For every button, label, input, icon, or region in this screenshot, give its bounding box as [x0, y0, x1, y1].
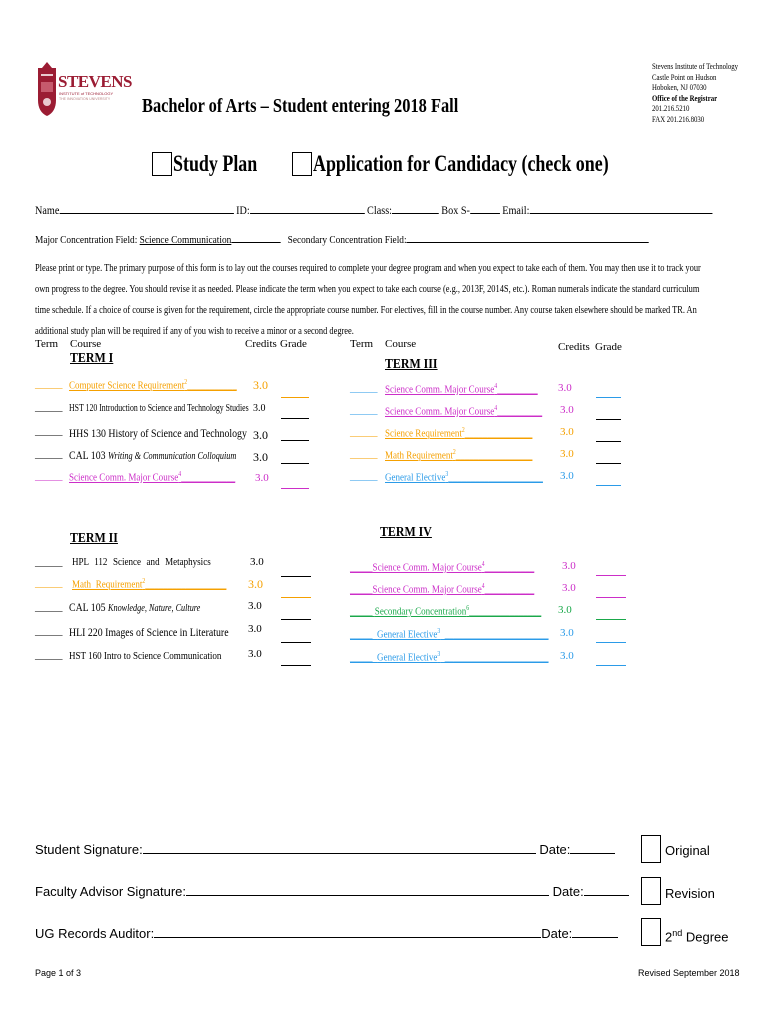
course-credits: 3.0: [558, 382, 572, 394]
course-name: HST 160 Intro to Science Communication: [69, 650, 222, 662]
instruction-line: time schedule. If a choice of course is given for the requirement, circle the appropriate course number. For electives, fill in the course number. Any course taken elsewhere should be marked TR. An: [35, 305, 697, 316]
secondary-label: Secondary Concentration Field:: [287, 234, 407, 246]
course-name: CAL 105 Knowledge, Nature, Culture: [69, 600, 201, 614]
grade-field[interactable]: [281, 642, 311, 643]
grade-field[interactable]: [596, 619, 626, 620]
student-signature-label: Student Signature:: [35, 842, 143, 857]
grade-field[interactable]: [596, 441, 621, 442]
date-label: Date:: [541, 926, 573, 941]
col-header-grade: Grade: [595, 341, 622, 353]
term-iv-title: TERM IV: [380, 525, 432, 540]
term-blank[interactable]: _____: [350, 382, 378, 394]
student-signature-field[interactable]: [143, 843, 536, 854]
address-line: Office of the Registrar: [652, 93, 718, 103]
student-signature-row: [35, 842, 615, 857]
grade-field[interactable]: [281, 619, 311, 620]
box-label: Box S-: [441, 203, 470, 217]
course-name: Math Requirement$^2$_________________: [385, 448, 533, 462]
course-credits: 3.0: [560, 650, 574, 662]
email-label: Email:: [502, 203, 530, 217]
application-checkbox[interactable]: [292, 152, 312, 176]
course-name: Science Comm. Major Course$^4$__________: [385, 404, 543, 418]
term-blank[interactable]: _____: [35, 425, 63, 437]
grade-field[interactable]: [281, 665, 311, 666]
term-blank[interactable]: _____: [35, 577, 63, 589]
course-name: _____ General Elective$^3$ _______________________: [350, 627, 549, 641]
revision-label: Revision: [665, 886, 715, 901]
term-ii-title: TERM II: [70, 531, 118, 546]
course-credits: 3.0: [558, 604, 572, 616]
course-credits: 3.0: [248, 648, 262, 660]
grade-field[interactable]: [281, 597, 311, 598]
date-field[interactable]: [584, 885, 629, 896]
id-field[interactable]: [250, 203, 365, 214]
grade-field[interactable]: [596, 575, 626, 576]
course-credits: 3.0: [560, 470, 574, 482]
course-credits: 3.0: [253, 428, 268, 442]
auditor-signature-label: UG Records Auditor:: [35, 926, 155, 941]
grade-field[interactable]: [596, 419, 621, 420]
address-line: Castle Point on Hudson: [652, 72, 717, 82]
secondary-field[interactable]: [407, 232, 649, 243]
advisor-signature-label: Faculty Advisor Signature:: [35, 884, 187, 899]
grade-field[interactable]: [596, 597, 626, 598]
course-name: Computer Science Requirement$^2$___________: [69, 378, 237, 392]
concentration-row: [35, 232, 649, 246]
original-checkbox[interactable]: [641, 835, 661, 863]
term-blank[interactable]: _____: [35, 378, 63, 390]
logo-text: STEVENS: [58, 72, 132, 91]
address-line: FAX 201.216.8030: [652, 114, 705, 124]
term-blank[interactable]: _____: [35, 448, 63, 460]
second-degree-checkbox[interactable]: [641, 918, 661, 946]
col-header-credits: Credits: [558, 341, 590, 353]
course-name: HHS 130 History of Science and Technology: [69, 426, 247, 440]
grade-field[interactable]: [596, 665, 626, 666]
col-header-credits: Credits: [245, 338, 277, 350]
id-label: ID:: [236, 203, 250, 217]
grade-field[interactable]: [596, 397, 621, 398]
course-credits: 3.0: [253, 378, 268, 392]
course-name: Math Requirement$^2$__________________: [72, 577, 227, 591]
class-field[interactable]: [392, 203, 439, 214]
course-credits: 3.0: [248, 577, 263, 591]
col-header-grade: Grade: [280, 338, 307, 350]
course-credits: 3.0: [560, 448, 574, 460]
major-field-extra[interactable]: [231, 232, 280, 243]
logo-tagline: THE INNOVATION UNIVERSITY: [59, 97, 111, 101]
second-degree-label: 2nd Degree: [665, 928, 729, 945]
term-blank[interactable]: _____: [35, 625, 63, 637]
term-blank[interactable]: _____: [350, 426, 378, 438]
term-i-title: TERM I: [70, 351, 114, 366]
major-value[interactable]: Science Communication: [139, 234, 232, 246]
grade-field[interactable]: [281, 440, 309, 441]
date-label: Date:: [539, 842, 571, 857]
grade-field[interactable]: [596, 463, 621, 464]
course-credits: 3.0: [560, 426, 574, 438]
col-header-course: Course: [70, 338, 102, 350]
advisor-signature-row: [35, 884, 629, 899]
course-name: Science Requirement$^2$_______________: [385, 426, 533, 440]
term-iii-title: TERM III: [385, 357, 438, 372]
term-blank[interactable]: _____: [35, 556, 63, 568]
grade-field[interactable]: [281, 488, 309, 489]
date-field[interactable]: [570, 843, 615, 854]
original-label: Original: [665, 843, 710, 858]
course-credits: 3.0: [562, 582, 576, 594]
major-label: Major Concentration Field:: [35, 234, 138, 246]
term-blank[interactable]: _____: [35, 401, 63, 413]
box-field[interactable]: [470, 203, 500, 214]
term-blank[interactable]: _____: [35, 470, 63, 482]
page-number: Page 1 of 3: [35, 968, 82, 978]
name-label: Name: [35, 203, 60, 217]
course-name: _____Science Comm. Major Course$^4$___________: [350, 582, 535, 596]
term-blank[interactable]: _____: [350, 448, 378, 460]
grade-field[interactable]: [281, 576, 311, 577]
address-line: Hoboken, NJ 07030: [652, 83, 707, 92]
course-name: _____ General Elective$^3$ _______________________: [350, 650, 549, 664]
grade-field[interactable]: [596, 642, 626, 643]
grade-field[interactable]: [281, 418, 309, 419]
course-name: _____ Secondary Concentration$^6$________________: [350, 604, 542, 618]
course-name: Science Comm. Major Course$^4$_________: [385, 382, 538, 396]
col-header-course: Course: [385, 338, 417, 350]
course-credits: 3.0: [253, 450, 268, 464]
term-blank[interactable]: _____: [350, 470, 378, 482]
instruction-line: Please print or type. The primary purpose of this form is to lay out the courses required to complete your degree program and when you expect to take each of them. You may then use it to track your: [35, 263, 701, 274]
course-credits: 3.0: [560, 404, 574, 416]
instructions: [35, 258, 701, 342]
address-block: [652, 62, 738, 125]
grade-field[interactable]: [281, 463, 309, 464]
auditor-signature-row: [35, 926, 618, 941]
term-blank[interactable]: _____: [35, 601, 63, 613]
course-credits: 3.0: [255, 472, 269, 484]
email-field[interactable]: [529, 203, 712, 214]
grade-field[interactable]: [281, 397, 309, 398]
advisor-signature-field[interactable]: [186, 885, 549, 896]
course-credits: 3.0: [248, 623, 262, 635]
term-blank[interactable]: _____: [350, 404, 378, 416]
address-line: Stevens Institute of Technology: [652, 62, 739, 71]
date-field[interactable]: [572, 927, 618, 938]
date-label: Date:: [552, 884, 584, 899]
instruction-line: own progress to the degree. You should revise it as needed. Please indicate the term when you expect to take each course (e.g., 2013F, 2014S, etc.). Roman numerals indicate the standard curriculum: [35, 284, 700, 295]
course-credits: 3.0: [250, 556, 264, 568]
course-name: General Elective$^3$_____________________: [385, 470, 543, 484]
revision-checkbox[interactable]: [641, 877, 661, 905]
grade-field[interactable]: [596, 485, 621, 486]
course-credits: 3.0: [248, 600, 262, 612]
course-name: Science Comm. Major Course$^4$____________: [69, 470, 236, 484]
instruction-line: additional study plan will be required if any of you wish to receive a minor or a second degree.: [35, 326, 354, 337]
stevens-logo: [34, 60, 132, 120]
revised-date: Revised September 2018: [638, 968, 740, 978]
study-plan-label: Study Plan: [173, 151, 258, 176]
study-plan-checkbox[interactable]: [152, 152, 172, 176]
address-line: 201.216.5210: [652, 104, 690, 113]
info-row: [35, 203, 712, 218]
name-field[interactable]: [59, 203, 233, 214]
page-title: Bachelor of Arts – Student entering 2018 Fall: [142, 95, 459, 117]
course-name: HST 120 Introduction to Science and Technology Studies: [69, 403, 249, 414]
course-credits: 3.0: [253, 403, 266, 414]
logo-subtitle: INSTITUTE of TECHNOLOGY: [59, 91, 114, 96]
term-blank[interactable]: _____: [35, 649, 63, 661]
course-credits: 3.0: [562, 560, 576, 572]
class-label: Class:: [367, 203, 392, 217]
auditor-signature-field[interactable]: [154, 927, 541, 938]
course-name: CAL 103 Writing & Communication Colloquium: [69, 448, 237, 462]
course-credits: 3.0: [560, 627, 574, 639]
course-name: _____Science Comm. Major Course$^4$___________: [350, 560, 535, 574]
course-name: HLI 220 Images of Science in Literature: [69, 625, 229, 639]
col-header-term: Term: [35, 338, 59, 350]
stevens-shield-icon: [34, 60, 60, 118]
application-label: Application for Candidacy (check one): [313, 151, 609, 176]
course-name: HPL 112 Science and Metaphysics: [72, 556, 211, 568]
col-header-term: Term: [350, 338, 374, 350]
